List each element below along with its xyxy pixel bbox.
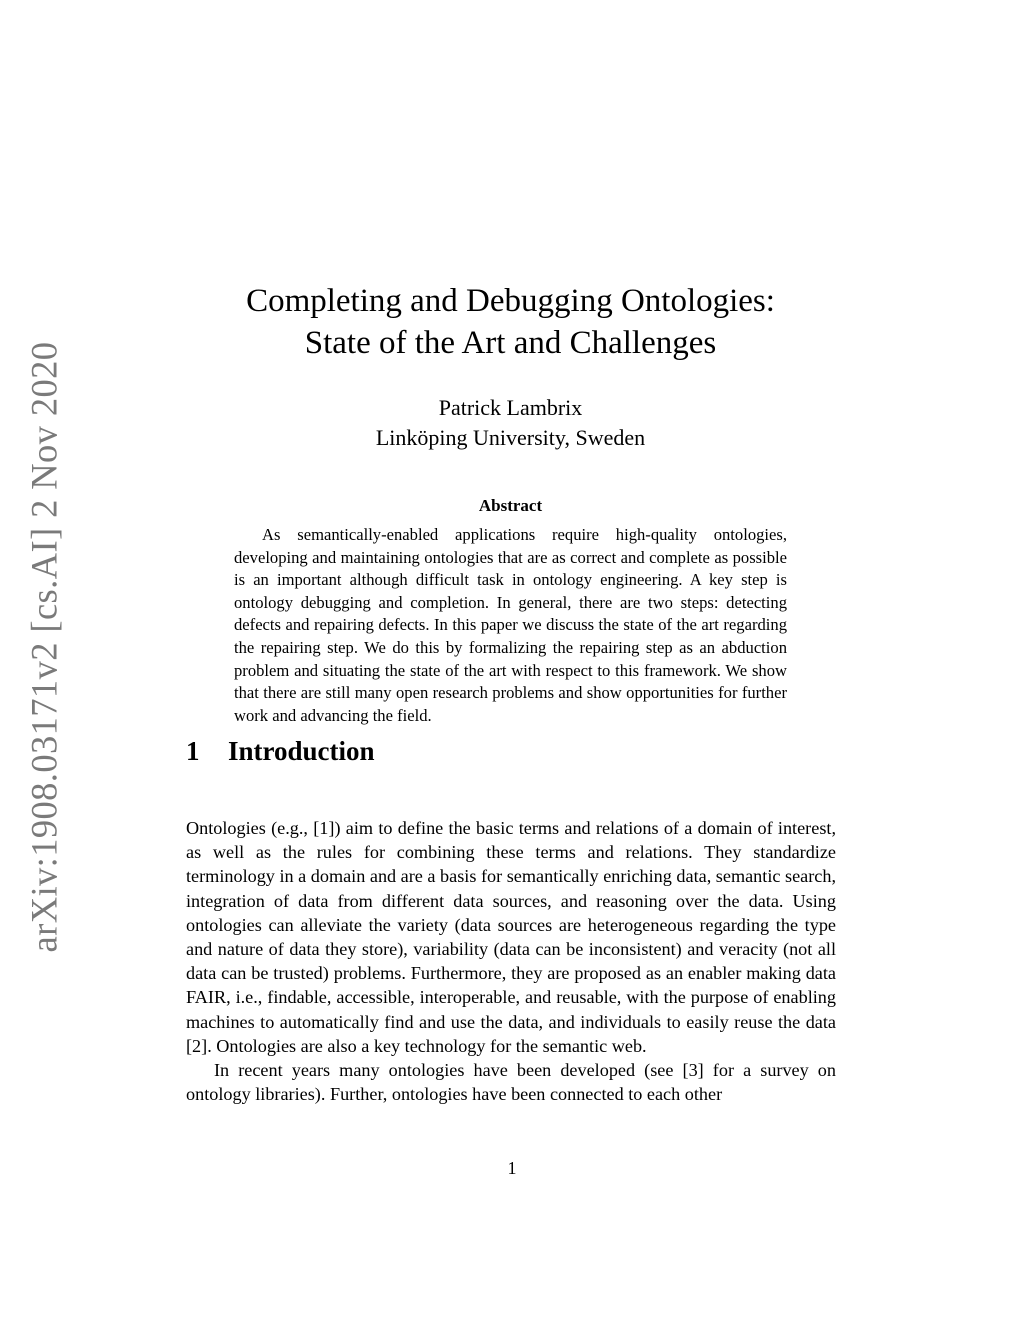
- abstract-text: As semantically-enabled applications require high-quality ontologies, developing and maintaining ontologies that are as correct and complete as possible is an important although difficult task in ontology engineering. A key step is ontology debugging and completion. In general, there are two steps: detecting defects and repairing defects. In this paper we discuss the state of the art regarding the repairing step. We do this by formalizing the repairing step as an abduction problem and situating the state of the art with respect to this framework. We show that there are still many open research problems and show opportunities for further work and advancing the field.: [234, 525, 787, 725]
- title-line-1: Completing and Debugging Ontologies:: [246, 283, 775, 319]
- author-block: [185, 393, 836, 453]
- paragraph: In recent years many ontologies have been developed (see [3] for a survey on ontology libraries). Further, ontologies have been connected to each other: [186, 1060, 836, 1105]
- title-line-2: State of the Art and Challenges: [304, 325, 717, 361]
- arxiv-identifier: arXiv:1908.03171v2 [cs.AI] 2 Nov 2020: [23, 341, 65, 953]
- page-number: 1: [507, 1158, 517, 1178]
- section-heading: [186, 736, 375, 767]
- author-name: Patrick Lambrix: [438, 395, 583, 420]
- paper-title: [185, 280, 836, 364]
- section-title: Introduction: [228, 736, 375, 766]
- arxiv-sidebar-stamp: [22, 341, 66, 953]
- author-affiliation: Linköping University, Sweden: [375, 425, 646, 450]
- section-number: 1: [186, 736, 200, 766]
- paragraph: Ontologies (e.g., [1]) aim to define the basic terms and relations of a domain of interest, as well as the rules for combining these terms and relations. They standardize terminology in a domain and are a basis for semantically enriching data, semantic search, integration of data from different data sources, and reasoning over the data. Using ontologies can alleviate the variety (data sources are heterogeneous regarding the type and nature of data they store), variability (data can be inconsistent) and veracity (not all data can be trusted) problems. Furthermore, they are proposed as an enabler making data FAIR, i.e., findable, accessible, interoperable, and reusable, with the purpose of enabling machines to automatically find and use the data, and individuals to easily reuse the data [2]. Ontologies are also a key technology for the semantic web.: [186, 818, 836, 1056]
- body-text: [186, 816, 836, 1106]
- abstract-heading: Abstract: [478, 496, 543, 515]
